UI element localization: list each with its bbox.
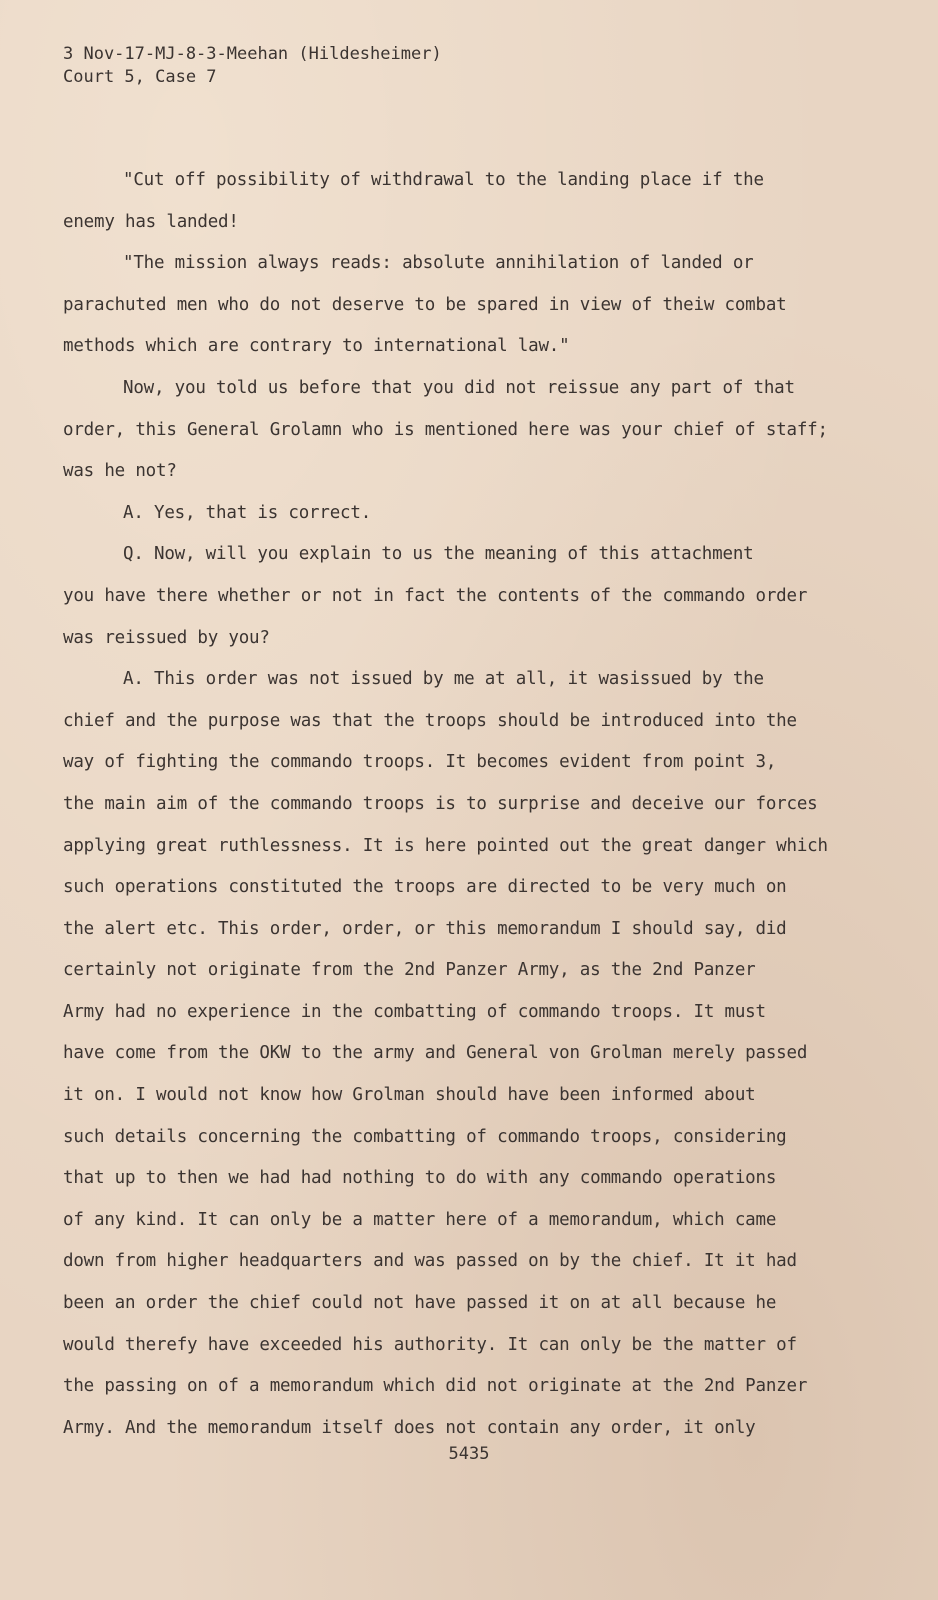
transcript-line: was he not? — [63, 461, 177, 482]
page-number: 5435 — [448, 1444, 490, 1464]
transcript-line: "The mission always reads: absolute annihilation of landed or — [123, 253, 754, 274]
transcript-line: parachuted men who do not deserve to be spared in view of theiw combat — [63, 294, 787, 315]
transcript-line: Army had no experience in the combatting of commando troops. It must — [63, 1001, 766, 1022]
transcript-line: the main aim of the commando troops is to surprise and deceive our forces — [63, 793, 818, 814]
transcript-line: of any kind. It can only be a matter here of a memorandum, which came — [63, 1209, 777, 1230]
transcript-body — [63, 160, 853, 1449]
header-court-line: Court 5, Case 7 — [63, 67, 217, 87]
transcript-line: been an order the chief could not have passed it on at all because he — [63, 1293, 777, 1314]
transcript-line: such details concerning the combatting of commando troops, considering — [63, 1126, 787, 1147]
transcript-line: A. Yes, that is correct. — [123, 502, 372, 523]
transcript-line: was reissued by you? — [63, 627, 270, 648]
header-reference-line: 3 Nov-17-MJ-8-3-Meehan (Hildesheimer) — [63, 44, 442, 64]
transcript-line: down from higher headquarters and was passed on by the chief. It it had — [63, 1251, 797, 1272]
transcript-line: the alert etc. This order, order, or this memorandum I should say, did — [63, 918, 787, 939]
transcript-line: A. This order was not issued by me at all, it wasissued by the — [123, 669, 764, 690]
document-header — [63, 43, 442, 89]
transcript-line: have come from the OKW to the army and General von Grolman merely passed — [63, 1043, 808, 1064]
transcript-line: way of fighting the commando troops. It becomes evident from point 3, — [63, 752, 777, 773]
transcript-line: chief and the purpose was that the troops should be introduced into the — [63, 710, 797, 731]
transcript-line: it on. I would not know how Grolman should have been informed about — [63, 1085, 756, 1106]
transcript-line: methods which are contrary to international law." — [63, 336, 570, 357]
transcript-line: Army. And the memorandum itself does not contain any order, it only — [63, 1417, 756, 1438]
transcript-line: that up to then we had had nothing to do with any commando operations — [63, 1168, 777, 1189]
transcript-line: would therefy have exceeded his authority. It can only be the matter of — [63, 1334, 797, 1355]
transcript-line: enemy has landed! — [63, 211, 239, 232]
transcript-line: "Cut off possibility of withdrawal to the landing place if the — [123, 170, 764, 190]
transcript-line: such operations constituted the troops are directed to be very much on — [63, 877, 787, 898]
transcript-line: the passing on of a memorandum which did not originate at the 2nd Panzer — [63, 1376, 808, 1397]
transcript-line: certainly not originate from the 2nd Panzer Army, as the 2nd Panzer — [63, 960, 756, 981]
transcript-line: Now, you told us before that you did not reissue any part of that — [123, 377, 795, 398]
transcript-line: Q. Now, will you explain to us the meaning of this attachment — [123, 544, 754, 565]
transcript-line: order, this General Grolamn who is mentioned here was your chief of staff; — [63, 419, 828, 440]
transcript-line: applying great ruthlessness. It is here pointed out the great danger which — [63, 835, 828, 856]
transcript-line: you have there whether or not in fact the contents of the commando order — [63, 585, 808, 606]
